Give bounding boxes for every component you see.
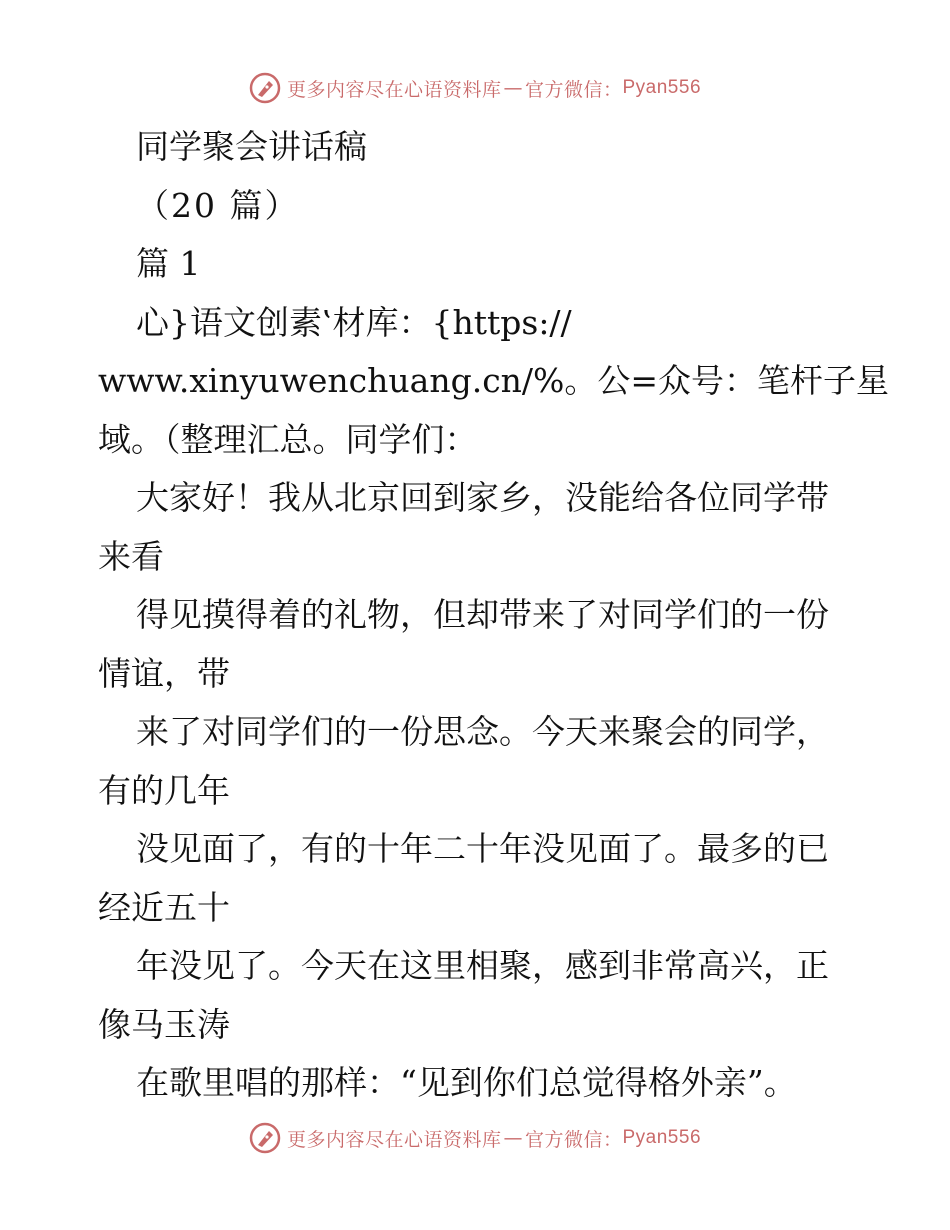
text-line: 大家好！我从北京回到家乡，没能给各位同学带 (136, 478, 829, 517)
document-subtitle: （20 篇） (136, 185, 300, 225)
banner-official: 官方微信： (524, 1128, 623, 1151)
banner-text: 更多内容尽在心语资料库 (286, 78, 502, 101)
banner-official: 官方微信： (524, 78, 623, 101)
footer-watermark (0, 1122, 950, 1154)
text-line: 像马玉涛 (98, 1004, 230, 1044)
text-line: 年没见了。今天在这里相聚，感到非常高兴，正 (136, 946, 829, 985)
text-line: 来看 (98, 536, 164, 576)
text-line: 有的几年 (98, 770, 230, 810)
header-watermark (0, 72, 950, 104)
text-line: 在歌里唱的那样：“见到你们总觉得格外亲”。 (136, 1063, 797, 1102)
text-line: www.xinyuwenchuang.cn/%。公=众号：笔杆子星 (98, 361, 890, 400)
banner-text: 更多内容尽在心语资料库 (286, 1128, 502, 1151)
document-title: 同学聚会讲话稿 (136, 127, 367, 166)
text-line: 域。（整理汇总。同学们： (98, 419, 478, 459)
pen-nib-logo-icon (249, 72, 281, 104)
document-body (98, 118, 890, 1113)
text-line: 来了对同学们的一份思念。今天来聚会的同学， (136, 712, 829, 751)
banner-dash: — (503, 77, 523, 99)
text-line: 经近五十 (98, 887, 230, 927)
section-heading: 篇 1 (136, 244, 201, 283)
banner-wechat-id: Pyan556 (622, 77, 702, 98)
text-line: 得见摸得着的礼物，但却带来了对同学们的一份 (136, 595, 829, 634)
banner-dash: — (503, 1127, 523, 1149)
text-line: 没见面了，有的十年二十年没见面了。最多的已 (136, 829, 829, 868)
text-line: 情谊，带 (98, 653, 230, 693)
text-line: 心}语文创素‛材库：{https:// (136, 302, 572, 342)
banner-wechat-id: Pyan556 (622, 1127, 702, 1148)
pen-nib-logo-icon (249, 1122, 281, 1154)
